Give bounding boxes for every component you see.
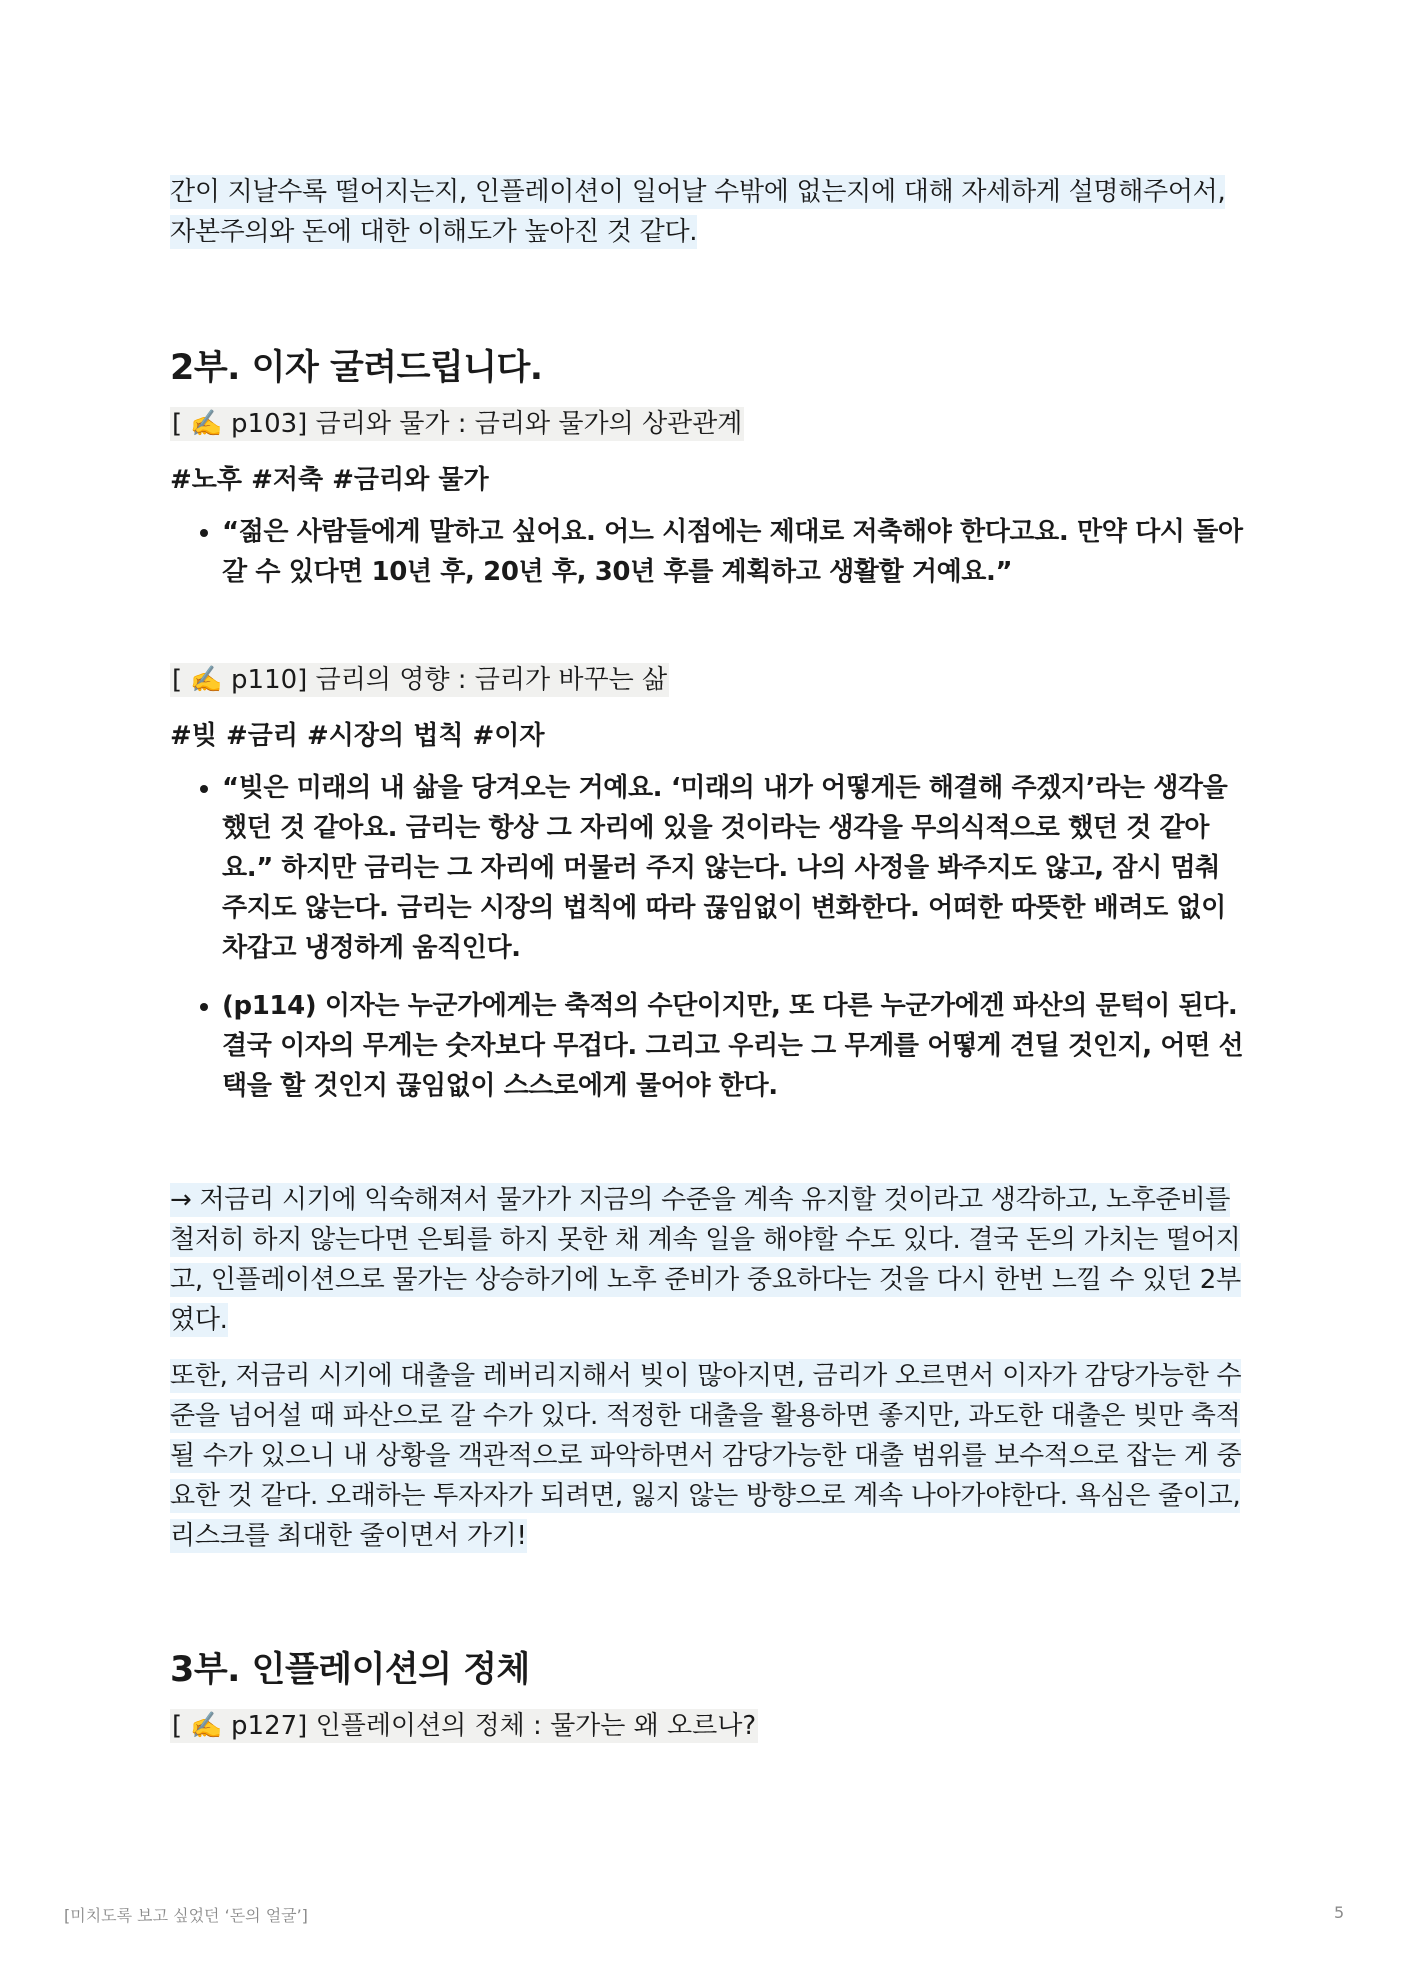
citation-p103: [ ✍️ p103] 금리와 물가 : 금리와 물가의 상관관계 [172, 409, 743, 439]
bullet-list-p103 [170, 512, 1250, 592]
tags-p103: #노후 #저축 #금리와 물가 [170, 465, 489, 495]
reflection-paragraph-2: 또한, 저금리 시기에 대출을 레버리지해서 빚이 많아지면, 금리가 오르면서 이자가 감당가능한 수준을 넘어설 때 파산으로 갈 수가 있다. 적정한 대출을 활용하면 좋지만, 과도한 대출은 빚만 축적될 수가 있으니 내 상황을 객관적으로 파악하면서 감당가능한 대출 범위를 보수적으로 잡는 게 중요한 것 같다. 오래하는 투자자가 되려면, 잃지 않는 방향으로 계속 나아가야한다. 욕심은 줄이고, 리스크를 최대한 줄이면서 가기! [170, 1361, 1242, 1551]
quote-bullet: • “빚은 미래의 내 삶을 당겨오는 거예요. ‘미래의 내가 어떻게든 해결해 주겠지’라는 생각을 했던 것 같아요. 금리는 항상 그 자리에 있을 것이라는 생각을 무의식적으로 했던 것 같아요.” 하지만 금리는 그 자리에 머물러 주지 않는다. 나의 사정을 봐주지도 않고, 잠시 멈춰 주지도 않는다. 금리는 시장의 법칙에 따라 끊임없이 변화한다. 어떠한 따뜻한 배려도 없이 차갑고 냉정하게 움직인다. [222, 768, 1250, 968]
quote-bullet: • (p114) 이자는 누군가에게는 축적의 수단이지만, 또 다른 누군가에겐 파산의 문턱이 된다. 결국 이자의 무게는 숫자보다 무겁다. 그리고 우리는 그 무게를 어떻게 견딜 것인지, 어떤 선택을 할 것인지 끊임없이 스스로에게 물어야 한다. [222, 986, 1250, 1106]
intro-paragraph: 간이 지날수록 떨어지는지, 인플레이션이 일어날 수밖에 없는지에 대해 자세하게 설명해주어서, 자본주의와 돈에 대한 이해도가 높아진 것 같다. [170, 177, 1226, 247]
citation-p127: [ ✍️ p127] 인플레이션의 정체 : 물가는 왜 오르나? [172, 1711, 757, 1741]
tags-p110: #빚 #금리 #시장의 법칙 #이자 [170, 721, 545, 751]
part3-heading: 3부. 인플레이션의 정체 [170, 1650, 530, 1690]
citation-p110: [ ✍️ p110] 금리의 영향 : 금리가 바꾸는 삶 [172, 665, 668, 695]
bullet-list-p110 [170, 768, 1250, 1106]
quote-bullet: • “젊은 사람들에게 말하고 싶어요. 어느 시점에는 제대로 저축해야 한다고요. 만약 다시 돌아갈 수 있다면 10년 후, 20년 후, 30년 후를 계획하고 생활할 거예요.” [222, 512, 1250, 592]
part2-heading: 2부. 이자 굴려드립니다. [170, 348, 543, 388]
footer-title: [미치도록 보고 싶었던 ‘돈의 얼굴’] [64, 1906, 308, 1925]
reflection-paragraph-1: → 저금리 시기에 익숙해져서 물가가 지금의 수준을 계속 유지할 것이라고 생각하고, 노후준비를 철저히 하지 않는다면 은퇴를 하지 못한 채 계속 일을 해야할 수도 있다. 결국 돈의 가치는 떨어지고, 인플레이션으로 물가는 상승하기에 노후 준비가 중요하다는 것을 다시 한번 느낄 수 있던 2부였다. [170, 1185, 1241, 1335]
page-number: 5 [1334, 1903, 1345, 1922]
document-body [170, 172, 1250, 1746]
